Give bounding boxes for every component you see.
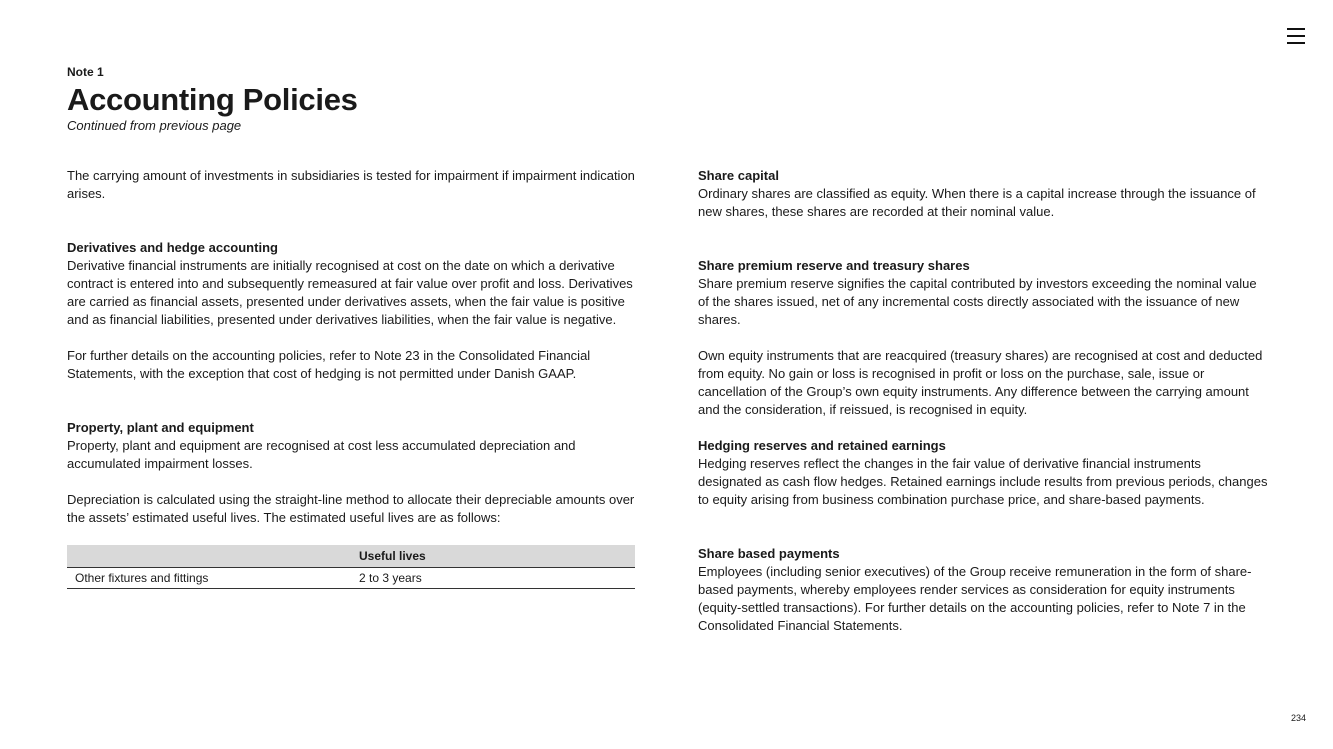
- share-capital-heading: Share capital: [698, 168, 779, 183]
- table-header-row: [67, 545, 635, 568]
- share-premium-paragraph-2: Own equity instruments that are reacquired (treasury shares) are recognised at cost and deducted from equity. No gain or loss is recognised in profit or loss on the purchase, sale, issue or cancellation of the Group’s own equity instruments. Any difference between the carrying amount and the consideration, if reissued, is recognised in equity.: [698, 348, 1263, 417]
- menu-bar: [1287, 42, 1305, 44]
- page-number: 234: [1290, 713, 1306, 723]
- hamburger-menu-icon[interactable]: [1287, 28, 1305, 44]
- share-premium-paragraph-1: Share premium reserve signifies the capital contributed by investors exceeding the nominal value of the shares issued, net of any incremental costs directly associated with the issuance of new shares.: [698, 276, 1257, 327]
- intro-paragraph: The carrying amount of investments in subsidiaries is tested for impairment if impairment indication arises.: [67, 168, 635, 201]
- table-cell: 2 to 3 years: [351, 568, 635, 589]
- page-title: Accounting Policies: [67, 82, 358, 117]
- ppe-heading: Property, plant and equipment: [67, 420, 254, 435]
- ppe-paragraph-1: Property, plant and equipment are recognised at cost less accumulated depreciation and accumulated impairment losses.: [67, 438, 576, 471]
- left-column: [67, 167, 637, 589]
- page-subtitle: Continued from previous page: [67, 118, 242, 133]
- page-header: [67, 65, 358, 134]
- table-header-cell: Useful lives: [351, 545, 635, 568]
- table-row: [67, 568, 635, 589]
- hedging-paragraph: Hedging reserves reflect the changes in the fair value of derivative financial instruments designated as cash flow hedges. Retained earnings include results from previous periods, changes to equity arising from business combination purchase price, and share-based payments.: [698, 456, 1268, 507]
- right-column: [698, 167, 1268, 635]
- table-header-cell: [67, 545, 351, 568]
- menu-bar: [1287, 35, 1305, 37]
- share-capital-paragraph: Ordinary shares are classified as equity. When there is a capital increase through the issuance of new shares, these shares are recorded at their nominal value.: [698, 186, 1256, 219]
- table-cell: Other fixtures and fittings: [67, 568, 351, 589]
- share-based-payments-paragraph: Employees (including senior executives) of the Group receive remuneration in the form of share-based payments, whereby employees render services as consideration for equity instruments (equity-settled transactions). For further details on the accounting policies, refer to Note 7 in the Consolidated Financial Statements.: [698, 564, 1252, 633]
- useful-lives-table: [67, 545, 635, 589]
- share-premium-heading: Share premium reserve and treasury shares: [698, 258, 970, 273]
- menu-bar: [1287, 28, 1305, 30]
- share-based-payments-heading: Share based payments: [698, 546, 840, 561]
- note-label: Note 1: [67, 65, 104, 79]
- derivatives-paragraph-1: Derivative financial instruments are initially recognised at cost on the date on which a derivative contract is entered into and subsequently remeasured at fair value over profit and loss. Derivatives are carried as financial assets, presented under derivatives assets, when the fair value is positive and as financial liabilities, presented under derivatives liabilities, when the fair value is negative.: [67, 258, 633, 327]
- derivatives-heading: Derivatives and hedge accounting: [67, 240, 278, 255]
- hedging-heading: Hedging reserves and retained earnings: [698, 438, 946, 453]
- ppe-paragraph-2: Depreciation is calculated using the straight-line method to allocate their depreciable amounts over the assets’ estimated useful lives. The estimated useful lives are as follows:: [67, 492, 635, 525]
- derivatives-paragraph-2: For further details on the accounting policies, refer to Note 23 in the Consolidated Financial Statements, with the exception that cost of hedging is not permitted under Danish GAAP.: [67, 348, 591, 381]
